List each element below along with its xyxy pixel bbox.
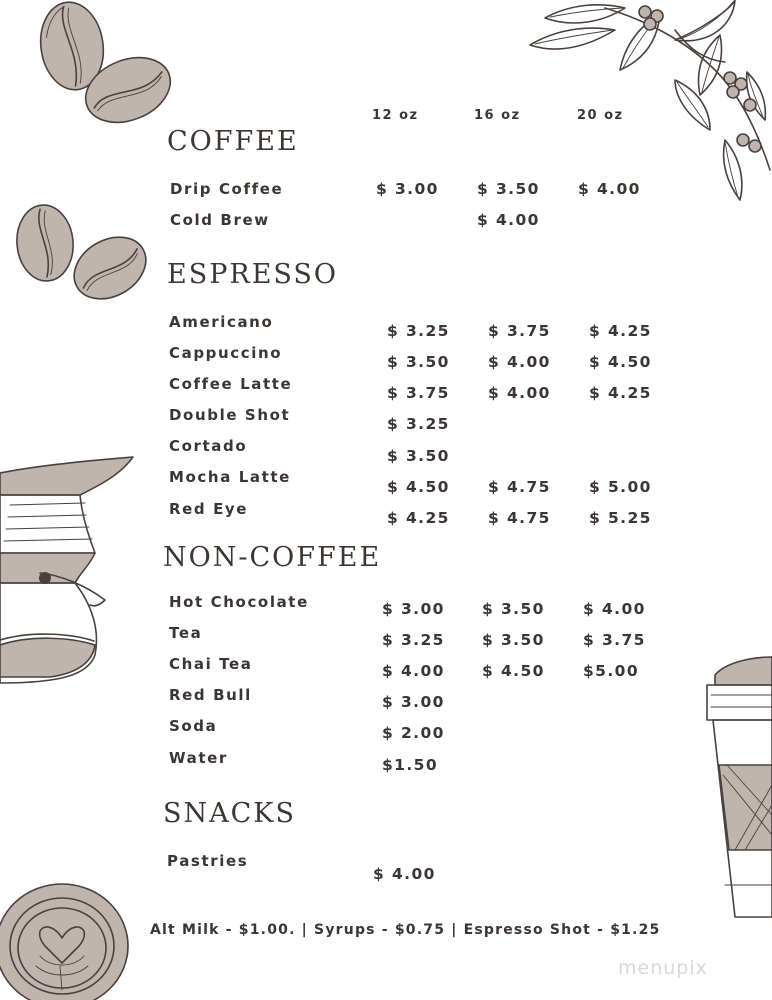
price-20oz: $ 5.25	[589, 509, 652, 527]
price-12oz: $ 3.50	[387, 353, 450, 371]
menu-item-name: Pastries	[167, 852, 249, 870]
menu-item-name: Water	[169, 749, 228, 767]
menu-item-name: Coffee Latte	[169, 375, 293, 393]
price-20oz: $5.00	[583, 662, 640, 680]
price-12oz: $ 4.00	[382, 662, 445, 680]
section-title-snacks: SNACKS	[163, 798, 296, 829]
menu-item-name: Americano	[169, 313, 274, 331]
pour-over-coffee-maker-icon	[0, 455, 140, 690]
price-12oz: $ 3.25	[387, 322, 450, 340]
price-16oz: $ 4.75	[488, 478, 551, 496]
menu-item-name: Soda	[169, 717, 218, 735]
price-12oz: $ 3.00	[376, 180, 439, 198]
price-12oz: $ 2.00	[382, 724, 445, 742]
menu-item-name: Cappuccino	[169, 344, 283, 362]
price-12oz: $ 3.25	[382, 631, 445, 649]
price-16oz: $ 4.75	[488, 509, 551, 527]
price-16oz: $ 4.00	[477, 211, 540, 229]
menu-item-name: Chai Tea	[169, 655, 253, 673]
price-20oz: $ 4.25	[589, 322, 652, 340]
price-12oz: $ 3.00	[382, 600, 445, 618]
price-12oz: $ 4.00	[373, 865, 436, 883]
takeaway-cup-icon	[705, 655, 772, 925]
latte-art-cup-icon	[0, 878, 135, 1000]
section-title-non-coffee: NON-COFFEE	[163, 542, 382, 573]
size-header-16oz: 16 oz	[474, 108, 521, 123]
menu-item-name: Cortado	[169, 437, 248, 455]
menu-item-name: Tea	[169, 624, 203, 642]
section-title-espresso: ESPRESSO	[167, 259, 339, 290]
price-16oz: $ 4.50	[482, 662, 545, 680]
menu-item-name: Red Bull	[169, 686, 252, 704]
menu-item-name: Cold Brew	[170, 211, 270, 229]
price-12oz: $1.50	[382, 756, 439, 774]
price-20oz: $ 3.75	[583, 631, 646, 649]
menu-item-name: Red Eye	[169, 500, 249, 518]
price-16oz: $ 3.50	[482, 631, 545, 649]
price-12oz: $ 3.75	[387, 384, 450, 402]
price-12oz: $ 3.25	[387, 415, 450, 433]
menu-item-name: Hot Chocolate	[169, 593, 309, 611]
menu-item-name: Double Shot	[169, 406, 291, 424]
size-header-20oz: 20 oz	[577, 108, 624, 123]
price-20oz: $ 4.00	[578, 180, 641, 198]
price-20oz: $ 4.25	[589, 384, 652, 402]
coffee-branch-icon	[525, 0, 772, 215]
coffee-beans-mid-icon	[8, 200, 148, 315]
menu-item-name: Mocha Latte	[169, 468, 291, 486]
price-20oz: $ 4.00	[583, 600, 646, 618]
price-12oz: $ 3.00	[382, 693, 445, 711]
section-title-coffee: COFFEE	[167, 126, 299, 157]
watermark-logo: menupix	[618, 957, 708, 979]
price-12oz: $ 4.50	[387, 478, 450, 496]
price-16oz: $ 3.50	[477, 180, 540, 198]
price-16oz: $ 3.75	[488, 322, 551, 340]
price-16oz: $ 4.00	[488, 353, 551, 371]
price-12oz: $ 3.50	[387, 447, 450, 465]
coffee-beans-top-icon	[30, 0, 180, 135]
price-16oz: $ 3.50	[482, 600, 545, 618]
price-20oz: $ 4.50	[589, 353, 652, 371]
add-ons-footer: Alt Milk - $1.00. | Syrups - $0.75 | Espresso Shot - $1.25	[150, 922, 661, 938]
price-20oz: $ 5.00	[589, 478, 652, 496]
menu-item-name: Drip Coffee	[170, 180, 284, 198]
price-16oz: $ 4.00	[488, 384, 551, 402]
price-12oz: $ 4.25	[387, 509, 450, 527]
size-header-12oz: 12 oz	[372, 108, 419, 123]
